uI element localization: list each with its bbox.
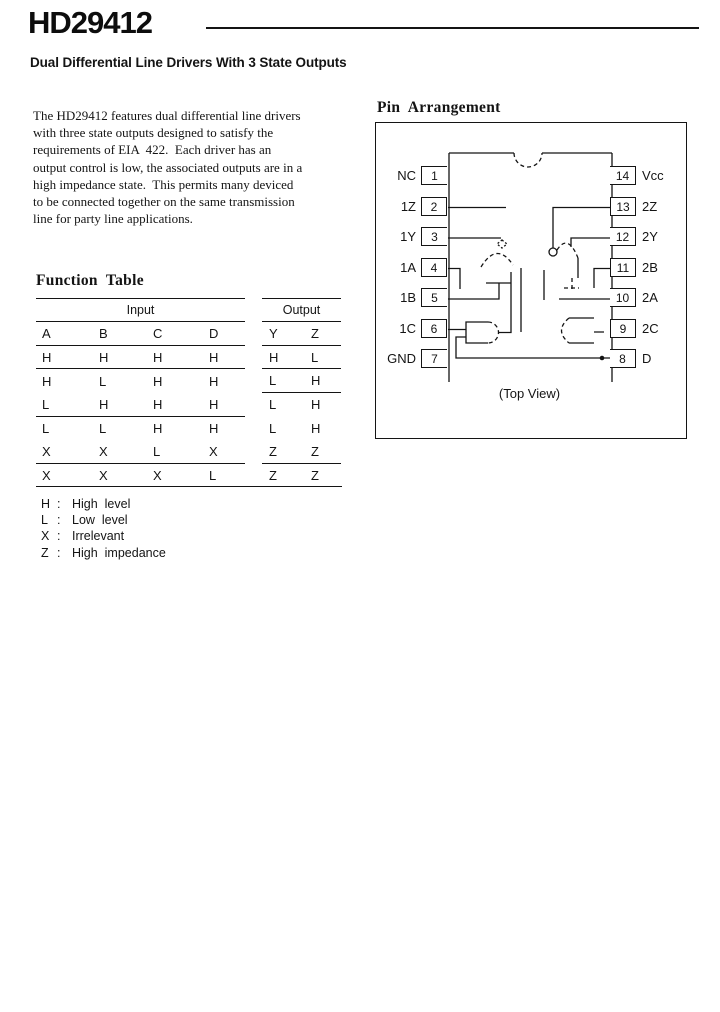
wire-control-to-d [456, 337, 610, 358]
legend-item-z [41, 545, 166, 561]
pin-arrangement-figure [375, 122, 687, 439]
function-table [36, 298, 341, 488]
cell: H [153, 349, 163, 365]
input-column-headers [36, 322, 245, 346]
table-row [262, 346, 341, 370]
cell: Z [269, 444, 277, 460]
pin-label-1z: 1Z [400, 199, 416, 214]
cell: L [99, 421, 107, 437]
description-line: with three state outputs designed to satisfy the [33, 125, 274, 141]
legend-symbol: H [41, 497, 51, 512]
cell: H [153, 421, 163, 437]
table-row [262, 393, 341, 417]
pin-label-1b: 1B [400, 290, 416, 305]
pin-box-5: 5 [421, 288, 447, 307]
junction-dot [600, 356, 605, 361]
col-header-y: Y [269, 325, 278, 341]
center-divider [521, 268, 544, 332]
description-paragraph [33, 107, 378, 227]
legend-meaning: High impedance [72, 545, 166, 560]
cell: H [311, 373, 321, 389]
col-header-d: D [209, 325, 219, 341]
table-row [262, 464, 341, 488]
pin-label-2y: 2Y [642, 229, 658, 244]
cell: H [311, 397, 321, 413]
legend-item-x [41, 528, 166, 544]
title-rule [206, 27, 699, 29]
output-column-headers [262, 322, 341, 346]
pin-label-2a: 2A [642, 290, 658, 305]
pin-label-1y: 1Y [400, 229, 416, 244]
pin-label-2z: 2Z [642, 199, 658, 214]
legend-meaning: Irrelevant [72, 529, 125, 544]
output-section-header: Output [262, 299, 341, 322]
driver1-bubble-icon [497, 240, 507, 248]
pin-label-vcc: Vcc [642, 168, 664, 183]
legend-separator: : [57, 545, 61, 560]
description-line: requirements of EIA 422. Each driver has an [33, 142, 272, 158]
cell: H [99, 396, 109, 412]
cell: H [153, 396, 163, 412]
and1-output [499, 272, 511, 333]
index-notch-icon [514, 153, 542, 167]
function-table-input-section [36, 298, 245, 488]
cell: L [311, 349, 319, 365]
pin-box-3: 3 [421, 227, 447, 246]
table-legend [41, 496, 166, 561]
cell: L [209, 468, 217, 484]
cell: H [42, 349, 52, 365]
figure-caption: (Top View) [498, 386, 561, 401]
legend-separator: : [57, 513, 61, 528]
gate3-arc [562, 318, 570, 343]
col-header-z: Z [311, 325, 319, 341]
table-row [36, 464, 245, 488]
pin-arrangement-heading: Pin Arrangement [377, 99, 501, 116]
cell: L [99, 373, 107, 389]
cell: L [269, 397, 277, 413]
pin-label-2b: 2B [642, 260, 658, 275]
pin-box-13: 13 [610, 197, 636, 216]
cell: X [153, 468, 162, 484]
legend-item-h [41, 496, 166, 512]
cell: H [209, 421, 219, 437]
driver2-gate [557, 243, 578, 258]
page-title: HD29412 [28, 5, 152, 40]
pin-box-1: 1 [421, 166, 447, 185]
wire-1b [448, 283, 511, 299]
table-row [262, 369, 341, 393]
pin-box-14: 14 [610, 166, 636, 185]
legend-symbol: X [41, 529, 50, 544]
inverter-bubble-icon [549, 248, 557, 256]
cell: X [99, 468, 108, 484]
col-header-a: A [42, 325, 51, 341]
cell: X [42, 444, 51, 460]
cell: X [209, 444, 218, 460]
table-row [36, 440, 245, 464]
pin-label-nc: NC [397, 168, 416, 183]
pin-label-gnd: GND [387, 351, 416, 366]
pin-label-1a: 1A [400, 260, 416, 275]
description-line: The HD29412 features dual differential line drivers [33, 108, 301, 123]
pin-box-6: 6 [421, 319, 447, 338]
pin-box-11: 11 [610, 258, 636, 277]
description-line: output control is low, the associated outputs are in a [33, 159, 303, 175]
cell: H [311, 421, 321, 437]
wire-2y [571, 238, 612, 247]
table-row [262, 417, 341, 441]
cell: H [209, 373, 219, 389]
pin-box-12: 12 [610, 227, 636, 246]
cell: L [153, 444, 161, 460]
table-row [36, 346, 245, 370]
legend-separator: : [57, 497, 61, 512]
legend-symbol: L [41, 513, 48, 528]
cell: H [42, 373, 52, 389]
pin-box-9: 9 [610, 319, 636, 338]
pin-label-2c: 2C [642, 321, 659, 336]
cell: L [42, 421, 50, 437]
cell: L [269, 421, 277, 437]
gate3-body [569, 318, 604, 343]
description-line: line for party line applications. [33, 211, 193, 227]
input-section-header: Input [36, 299, 245, 322]
function-table-output-section [262, 298, 341, 488]
wire-1a [448, 269, 460, 290]
pin-box-2: 2 [421, 197, 447, 216]
legend-meaning: Low level [72, 513, 128, 528]
table-row [36, 369, 245, 393]
cell: Z [311, 444, 319, 460]
and1-gate-body [466, 322, 488, 343]
cell: Z [311, 468, 319, 484]
cell: X [99, 444, 108, 460]
pin-box-8: 8 [610, 349, 636, 368]
cell: X [42, 468, 51, 484]
pin-label-d: D [642, 351, 652, 366]
page-subtitle: Dual Differential Line Drivers With 3 State Outputs [30, 55, 347, 70]
table-bottom-rule [36, 486, 342, 488]
col-header-c: C [153, 325, 163, 341]
cell: Z [269, 468, 277, 484]
cell: L [42, 396, 50, 412]
description-line: to be connected together on the same transmission [33, 194, 295, 210]
cell: H [209, 396, 219, 412]
pin-box-4: 4 [421, 258, 447, 277]
function-table-heading: Function Table [36, 272, 144, 289]
table-row [36, 393, 245, 417]
driver1-gate [481, 253, 513, 267]
cell: H [153, 373, 163, 389]
legend-item-l [41, 512, 166, 528]
cell: L [269, 373, 277, 389]
cell: H [99, 349, 109, 365]
cell: H [209, 349, 219, 365]
legend-meaning: High level [72, 497, 131, 512]
legend-separator: : [57, 529, 61, 544]
pin-label-1c: 1C [399, 321, 416, 336]
cell: H [269, 349, 279, 365]
description-line: high impedance state. This permits many deviced [33, 176, 294, 192]
pin-box-7: 7 [421, 349, 447, 368]
and1-gate-arc [488, 322, 499, 343]
package-outline [449, 153, 612, 382]
wire-2z [553, 208, 612, 249]
legend-symbol: Z [41, 545, 49, 560]
driver2-stubs [564, 278, 579, 290]
pin-box-10: 10 [610, 288, 636, 307]
table-row [262, 440, 341, 464]
col-header-b: B [99, 325, 108, 341]
table-row [36, 417, 245, 441]
